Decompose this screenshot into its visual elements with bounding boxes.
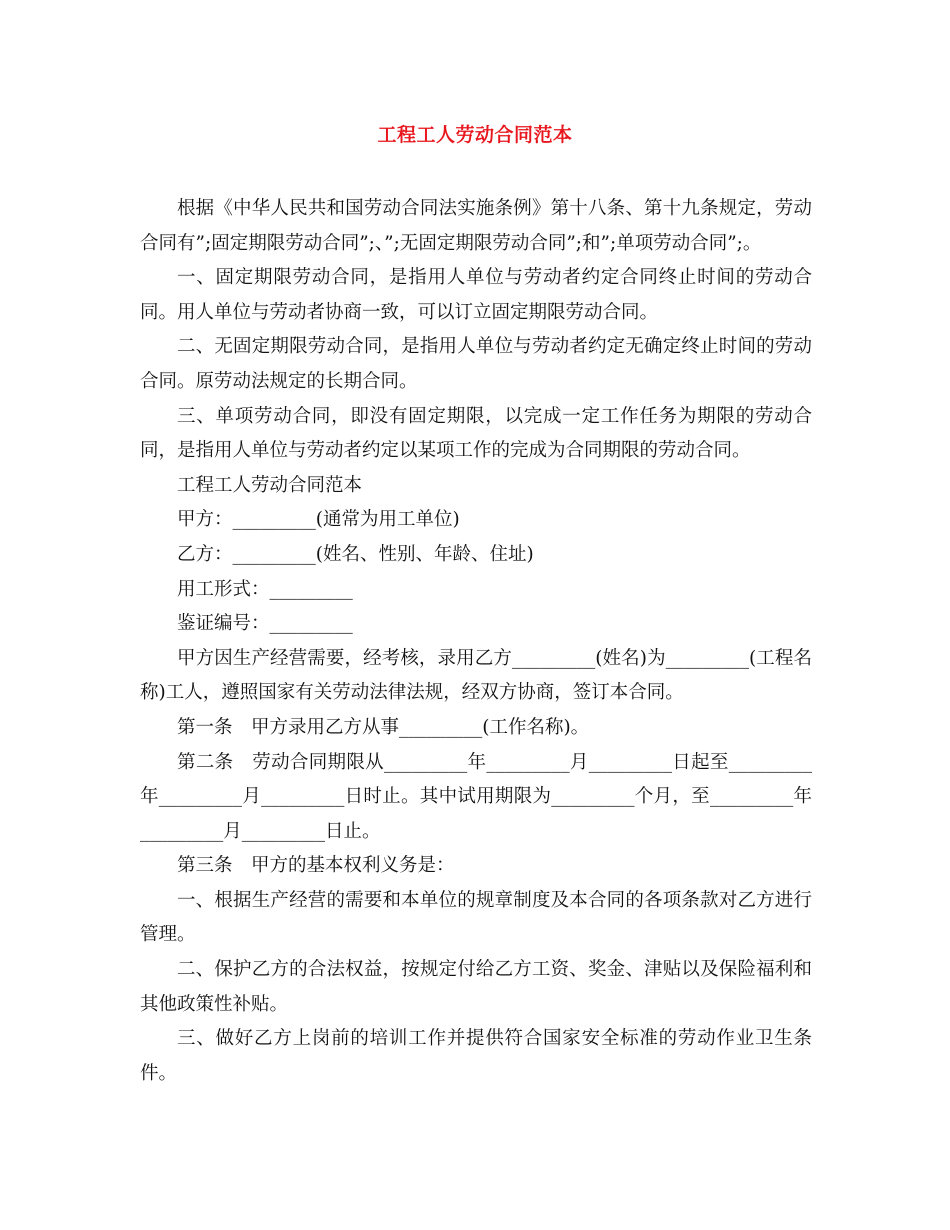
verification-number-line: 鉴证编号：_________ xyxy=(177,613,353,635)
article-3-item-2: 二、保护乙方的合法权益，按规定付给乙方工资、奖金、津贴以及保险福利和其他政策性补贴。 xyxy=(140,959,812,1015)
article-1: 第一条 甲方录用乙方从事_________(工作名称)。 xyxy=(177,716,590,738)
paragraph-intro: 根据《中华人民共和国劳动合同法实施条例》第十八条、第十九条规定，劳动合同有”;固定期限劳动合同”;、”;无固定期限劳动合同”;和”;单项劳动合同”;。 xyxy=(140,198,812,254)
document-title: 工程工人劳动合同范本 xyxy=(377,124,573,146)
party-b-line: 乙方：_________(姓名、性别、年龄、住址) xyxy=(177,543,534,565)
employment-form-line: 用工形式：_________ xyxy=(177,578,353,600)
paragraph-fixed-term: 一、固定期限劳动合同，是指用人单位与劳动者约定合同终止时间的劳动合同。用人单位与劳动者协商一致，可以订立固定期限劳动合同。 xyxy=(140,267,812,323)
paragraph-single-task: 三、单项劳动合同，即没有固定期限，以完成一定工作任务为期限的劳动合同，是指用人单位与劳动者约定以某项工作的完成为合同期限的劳动合同。 xyxy=(140,405,812,462)
paragraph-open-term: 二、无固定期限劳动合同，是指用人单位与劳动者约定无确定终止时间的劳动合同。原劳动法规定的长期合同。 xyxy=(140,336,812,392)
paragraph-hiring: 甲方因生产经营需要，经考核，录用乙方_________(姓名)为_________(工程名称)工人，遵照国家有关劳动法律法规，经双方协商，签订本合同。 xyxy=(140,647,812,704)
party-a-line: 甲方：_________(通常为用工单位) xyxy=(177,509,460,531)
article-3-item-3: 三、做好乙方上岗前的培训工作并提供符合国家安全标准的劳动作业卫生条件。 xyxy=(140,1028,812,1084)
article-2: 第二条 劳动合同期限从_________年_________月_________日起至_________年_________月_________日时止。其中试用期限为_________个月，至_________年_________月_________日止。 xyxy=(140,751,812,842)
document-body xyxy=(140,192,812,1091)
article-3: 第三条 甲方的基本权利义务是： xyxy=(177,855,455,877)
contract-heading: 工程工人劳动合同范本 xyxy=(177,474,363,496)
article-3-item-1: 一、根据生产经营的需要和本单位的规章制度及本合同的各项条款对乙方进行管理。 xyxy=(140,889,812,946)
